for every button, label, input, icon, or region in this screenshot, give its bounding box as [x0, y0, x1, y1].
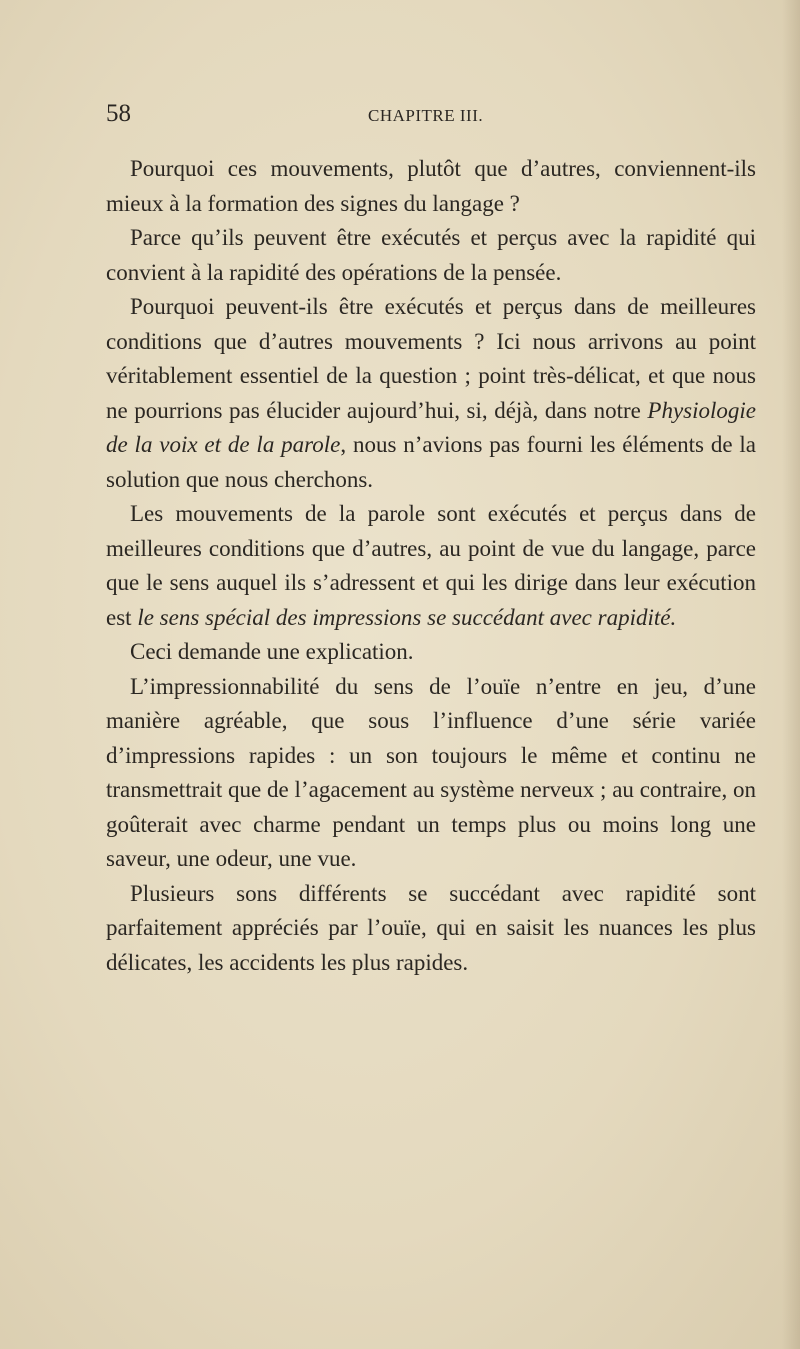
text-segment: Pourquoi peuvent-ils être exécutés et perçus dans de meilleures conditions que d’autres mouvements ? Ici nous arrivons au point véritablement essentiel de la question ; point très-délicat, et que nous ne pourrions pas élucider aujourd’hui, si, déjà, dans notre [106, 294, 756, 423]
paragraph [106, 877, 756, 981]
text-segment: L’impressionnabilité du sens de l’ouïe n’entre en jeu, d’une manière agréable, que sous l’influence d’une série variée d’impressions rapides : un son toujours le même et continu ne transmettrait que de l’agacement au système nerveux ; au contraire, on goûterait avec charme pendant un temps plus ou moins long une saveur, une odeur, une vue. [106, 673, 756, 871]
running-head: CHAPITRE III. [368, 106, 484, 125]
text-segment: Parce qu’ils peuvent être exécutés et perçus avec la rapidité qui convient à la rapidité des opérations de la pensée. [106, 225, 756, 285]
text-segment: Plusieurs sons différents se succédant avec rapidité sont parfaitement appréciés par l’ouïe, qui en saisit les nuances les plus délicates, les accidents les plus rapides. [106, 880, 756, 975]
text-segment: Les mouvements de la parole sont exécutés et perçus dans de meilleures conditions que d’autres, au point de vue du langage, parce que le sens auquel ils s’adressent et qui les dirige dans leur exécution est [106, 501, 756, 630]
paragraph [106, 290, 756, 497]
paragraph [106, 635, 756, 670]
page-edge-shadow [782, 0, 800, 1349]
body-text [106, 152, 756, 980]
page-number: 58 [106, 100, 131, 127]
text-segment: , nous n’avions pas fourni les éléments de la solution que nous cherchons. [106, 432, 756, 492]
page-header [106, 100, 756, 140]
paragraph [106, 670, 756, 877]
paragraph [106, 497, 756, 635]
italic-title: Physiologie de la voix et de la parole [106, 397, 756, 457]
paragraph [106, 152, 756, 221]
paragraph [106, 221, 756, 290]
text-segment: Pourquoi ces mouvements, plutôt que d’autres, conviennent-ils mieux à la formation des signes du langage ? [106, 156, 756, 216]
text-segment: Ceci demande une explication. [130, 639, 414, 664]
italic-emphasis: le sens spécial des impressions se succédant avec rapidité. [137, 604, 677, 630]
